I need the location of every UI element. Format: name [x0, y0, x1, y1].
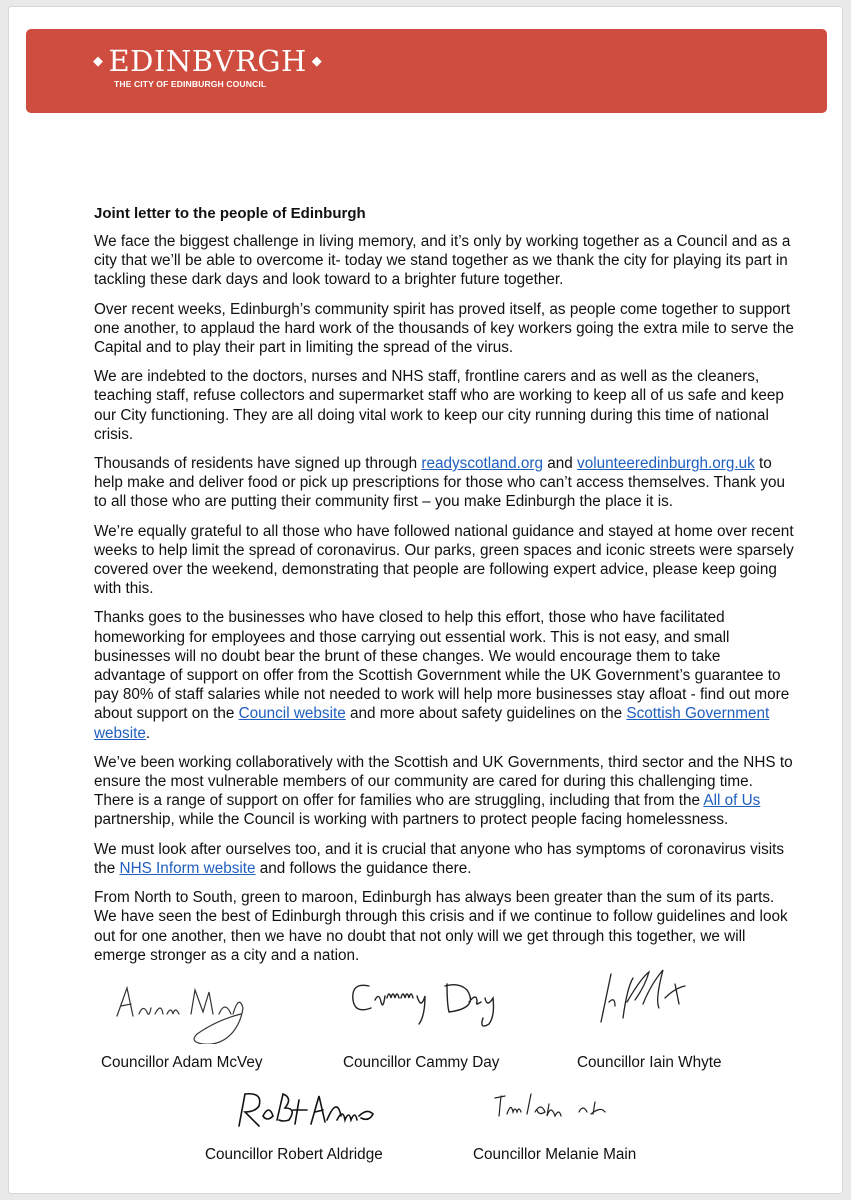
signatory-melanie-main	[473, 1146, 636, 1164]
paragraph-2: Over recent weeks, Edinburgh’s community spirit has proved itself, as people come together to support one another, to applaud the hard work of the thousands of key workers going the extra mile to serve the Capital and to play their part in limiting the spread of the virus.	[94, 300, 794, 357]
signatory-robert-aldridge	[205, 1146, 383, 1164]
paragraph-text: and more about safety guidelines on the	[345, 705, 627, 723]
council-banner	[26, 29, 827, 113]
signature-robert-aldridge	[229, 1080, 399, 1140]
council-logo[interactable]	[88, 45, 327, 90]
signatory-name: Councillor Iain Whyte	[577, 1054, 722, 1071]
signatory-adam-mcvey	[101, 1054, 263, 1072]
signature-cammy-day	[345, 968, 515, 1038]
scottish-government-website-link[interactable]: Scottish Government website	[94, 705, 770, 742]
signatory-name: Councillor Melanie Main	[473, 1146, 637, 1163]
paragraph-6	[94, 608, 794, 742]
logo-word-text: EDINBVRGH	[108, 44, 307, 78]
paragraph-text: We must look after ourselves too, and it is crucial that anyone who has symptoms of coronavirus visits the	[94, 840, 785, 877]
paragraph-8	[94, 840, 794, 878]
paragraph-text: to help make and deliver food or pick up prescriptions for those who can’t access themselves. Thank you to all those who are putting their community first – you make Edinburgh the place it is.	[94, 455, 785, 511]
signature-melanie-main	[487, 1084, 647, 1140]
signatory-name: Councillor Cammy Day	[343, 1054, 500, 1071]
paragraph-5: We’re equally grateful to all those who have followed national guidance and stayed at home over recent weeks to help limit the spread of coronavirus. Our parks, green spaces and iconic streets were sparsely covered over the weekend, demonstrating that people are following expert advice, please keep going with this.	[94, 522, 794, 598]
nhs-inform-link[interactable]: NHS Inform website	[119, 859, 256, 877]
signatory-name: Councillor Robert Aldridge	[205, 1146, 383, 1163]
letter-body	[94, 204, 794, 975]
paragraph-9: From North to South, green to maroon, Edinburgh has always been greater than the sum of its parts. We have seen the best of Edinburgh through this crisis and if we continue to follow guidelines and look out for one another, then we have no doubt that not only will we get through this together, we will emerge stronger as a city and a nation.	[94, 889, 788, 964]
paragraph-7	[94, 753, 794, 830]
paragraph-text: Thousands of residents have signed up through	[94, 455, 422, 473]
signature-iain-whyte	[589, 962, 719, 1042]
readyscotland-link[interactable]: readyscotland.org	[421, 455, 544, 473]
diamond-icon: ◆	[311, 54, 323, 69]
paragraph-text: We’ve been working collaboratively with the Scottish and UK Governments, third sector and the NHS to ensure the most vulnerable members of our community are cared for during this challenging time. There is a range of support on offer for families who are struggling, including that from the	[94, 753, 793, 810]
diamond-icon: ◆	[93, 54, 104, 69]
signatory-name: Councillor Adam McVey	[101, 1054, 263, 1071]
paragraph-text: and	[543, 455, 578, 473]
letter-title: Joint letter to the people of Edinburgh	[94, 205, 366, 222]
paragraph-3: We are indebted to the doctors, nurses and NHS staff, frontline carers and as well as the cleaners, teaching staff, refuse collectors and supermarket staff who are working to keep all of us safe and keep our City functioning. They are all doing vital work to keep our city running during this time of national crisis.	[94, 368, 784, 443]
signature-adam-mcvey	[105, 974, 265, 1044]
signatory-cammy-day	[343, 1054, 499, 1072]
paragraph-4	[94, 454, 794, 512]
paragraph-text: partnership, while the Council is working with partners to protect people facing homelessness.	[94, 811, 729, 829]
volunteeredinburgh-link[interactable]: volunteeredinburgh.org.uk	[577, 455, 755, 473]
paragraph-1: We face the biggest challenge in living memory, and it’s only by working together as a Council and as a city that we’ll be able to overcome it- today we stand together as we thank the city for playing its part in tackling these dark days and look toward to a brighter future together.	[94, 233, 791, 289]
paragraph-text: .	[145, 724, 151, 742]
logo-wordmark	[88, 45, 327, 78]
signatory-iain-whyte	[577, 1054, 722, 1072]
logo-subtitle: THE CITY OF EDINBURGH COUNCIL	[114, 79, 267, 89]
all-of-us-link[interactable]: All of Us	[703, 792, 761, 810]
paragraph-text: Thanks goes to the businesses who have closed to help this effort, those who have facilitated homeworking for employees and those carrying out essential work. This is not easy, and small businesses will no doubt bear the brunt of these changes. We would encourage them to take advantage of support on offer from the Scottish Government while the UK Government’s guarantee to pay 80% of staff salaries while not needed to work will help more businesses stay afloat - find out more about support on the	[94, 609, 790, 723]
council-website-link[interactable]: Council website	[238, 705, 346, 723]
paragraph-text: and follows the guidance there.	[255, 859, 472, 877]
